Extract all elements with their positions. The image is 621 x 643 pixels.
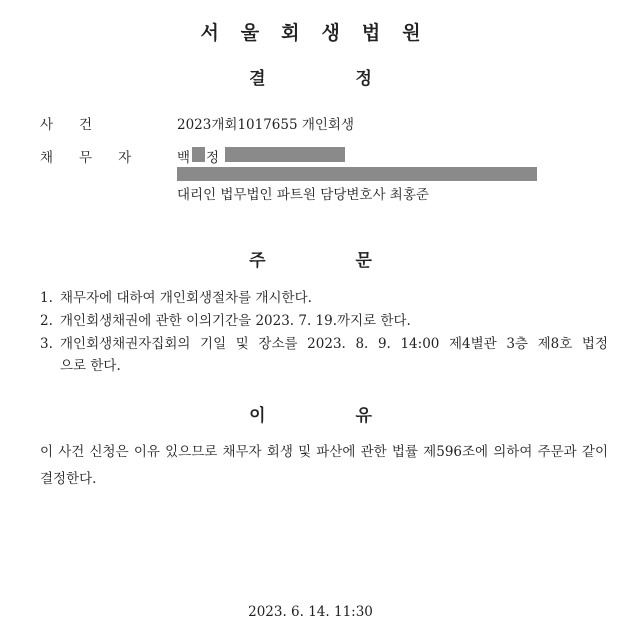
decision-date: 2023. 6. 14. 11:30 xyxy=(248,604,373,620)
reason-heading: 이유 xyxy=(249,406,462,426)
court-name: 서울회생법원 xyxy=(200,22,443,44)
redaction-box xyxy=(192,147,205,162)
order-item-2: 2. 개인회생채권에 관한 이의기간을 2023. 7. 19.까지로 한다. xyxy=(40,313,411,329)
case-label: 사건 xyxy=(40,117,119,133)
document-title: 결정 xyxy=(249,69,462,89)
debtor-name-part1: 백 xyxy=(177,150,191,166)
order-item-3: 3. 개인회생채권자집회의 기일 및 장소를 2023. 8. 9. 14:00 제4별관 3층 제8호 법정 으로 한다. xyxy=(40,336,608,374)
debtor-agent: 대리인 법무법인 파트원 담당변호사 최홍준 xyxy=(177,187,429,203)
reason-text: 이 사건 신청은 이유 있으므로 채무자 회생 및 파산에 관한 법률 제596조에 의하여 주문과 같이 결정한다. xyxy=(40,444,608,487)
debtor-label: 채무자 xyxy=(40,150,158,166)
debtor-name-part2: 정 xyxy=(206,150,220,166)
order-heading: 주문 xyxy=(249,251,462,271)
order-item-1: 1. 채무자에 대하여 개인회생절차를 개시한다. xyxy=(40,290,312,306)
redaction-box xyxy=(225,147,345,162)
redaction-box xyxy=(177,167,537,181)
case-number: 2023개회1017655 개인회생 xyxy=(177,117,355,133)
